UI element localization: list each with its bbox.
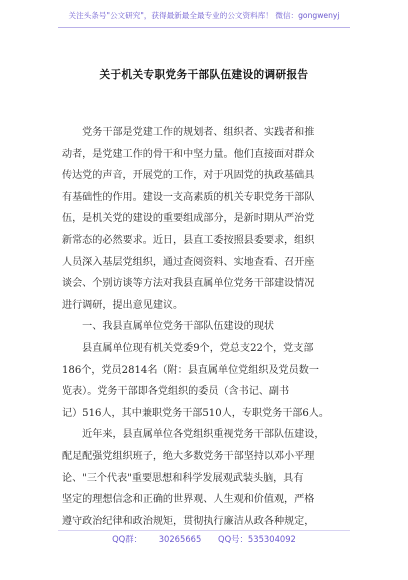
body-line: 新常态的必然要求。近日，县直工委按照县委要求，组织 xyxy=(62,234,315,246)
body-line: 记）516人，其中兼职党务干部510人，专职党务干部6人。 xyxy=(62,407,330,419)
footer-qq: QQ号：535304092 xyxy=(218,534,296,544)
header-banner: 关注头条号"公文研究"，获得最新最全最专业的公文资料库！ 微信：gongwenyj xyxy=(68,11,340,20)
body-line: 进行调研，提出意见建议。 xyxy=(62,299,184,311)
footer-divider xyxy=(58,530,350,531)
document-title: 关于机关专职党务干部队伍建设的调研报告 xyxy=(99,69,309,81)
footer xyxy=(0,533,408,545)
body-line: 览表）。党务干部即各党组织的委员（含书记、副书 xyxy=(62,386,290,398)
body-line: 186个，党员2814名（附：县直属单位党组织及党员数一 xyxy=(62,364,319,376)
section-heading: 一、我县直属单位党务干部队伍建设的现状 xyxy=(62,321,274,333)
body-line: 县直属单位现有机关党委9个，党总支22个，党支部 xyxy=(62,342,314,354)
body-line: 人员深入基层党组织，通过查阅资料、实地查看、召开座 xyxy=(62,256,315,268)
body-line: 配足配强党组织班子，绝大多数党务干部坚持以邓小平理 xyxy=(62,450,315,462)
body-line: 坚定的理想信念和正确的世界观、人生观和价值观，严格 xyxy=(62,494,315,506)
body-line: 动者，是党建工作的骨干和中坚力量。他们直接面对群众 xyxy=(62,148,315,160)
footer-qq-group: QQ群： 30265665 xyxy=(112,534,202,544)
body-line: 遵守政治纪律和政治规矩，贯彻执行廉洁从政各种规定， xyxy=(62,515,315,527)
body-line: 党务干部是党建工作的规划者、组织者、实践者和推 xyxy=(62,127,315,138)
body-line: 伍，是机关党的建设的重要组成部分，是新时期从严治党 xyxy=(62,213,315,225)
header-divider xyxy=(58,27,350,28)
body-line: 传达党的声音，开展党的工作，对于巩固党的执政基础具 xyxy=(62,170,315,182)
body-line: 谈会、个别访谈等方法对我县直属单位党务干部建设情况 xyxy=(62,278,315,290)
body-line: 近年来，县直属单位各党组织重视党务干部队伍建设， xyxy=(62,429,325,441)
document-body xyxy=(62,122,348,532)
body-line: 论、"三个代表"重要思想和科学发展观武装头脑，具有 xyxy=(62,472,304,484)
body-line: 有基础性的作用。建设一支高素质的机关专职党务干部队 xyxy=(62,191,315,203)
